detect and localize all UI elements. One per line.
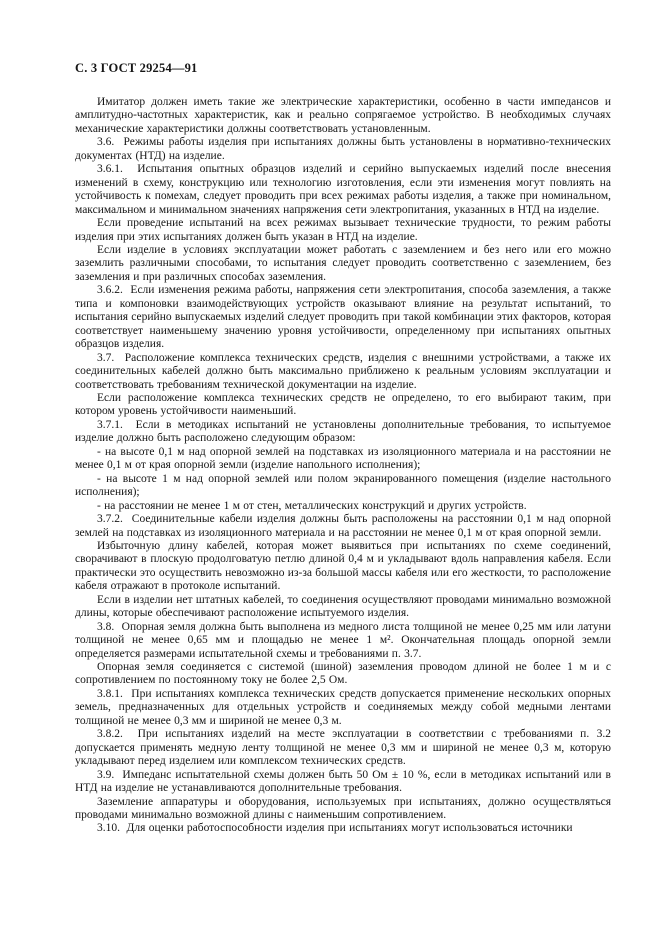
document-paragraph: Если в изделии нет штатных кабелей, то соединения осуществляют проводами минимально возможной длины, которые обеспечивают расположение испытуемого изделия.: [75, 593, 611, 620]
document-paragraph: 3.6. Режимы работы изделия при испытаниях должны быть установлены в нормативно-технических документах (НТД) на изделие.: [75, 136, 611, 162]
document-paragraph: Если изделие в условиях эксплуатации может работать с заземлением и без него или его можно заземлить различными способами, то испытания следует проводить соответственно с заземлением, без заземления и при различных способах заземления.: [75, 243, 611, 283]
document-paragraph: 3.7.1. Если в методиках испытаний не установлены дополнительные требования, то испытуемое изделие должно быть расположено следующим образом:: [75, 418, 611, 445]
document-paragraph: 3.7. Расположение комплекса технических средств, изделия с внешними устройствами, а также их соединительных кабелей должно быть максимально приближено к реальным условиям эксплуатации и соответствовать требованиям технической документации на изделие.: [75, 351, 611, 391]
document-list-item: - на расстоянии не менее 1 м от стен, металлических конструкций и других устройств.: [97, 499, 527, 512]
document-paragraph: Если расположение комплекса технических средств не определено, то его выбирают таким, при котором уровень устойчивости наименьший.: [75, 391, 611, 418]
document-paragraph: Заземление аппаратуры и оборудования, используемых при испытаниях, должно осуществляться проводами минимально возможной длины с наименьшим сопротивлением.: [75, 795, 611, 822]
document-paragraph: 3.8.2. При испытаниях изделий на месте эксплуатации в соответствии с требованиями п. 3.2 допускается применять медную ленту толщиной не менее 0,3 мм и шириной не менее 0,3 м, которую укладывают перед изделием или комплексом технических средств.: [75, 728, 611, 768]
document-paragraph: Имитатор должен иметь такие же электрические характеристики, особенно в части импедансов и амплитудно-частотных характеристик, как и реально сопрягаемое устройство. В необходимых случаях механические характеристики должны соответствовать установленным.: [75, 96, 611, 135]
document-paragraph: 3.9. Импеданс испытательной схемы должен быть 50 Ом ± 10 %, если в методиках испытаний или в НТД на изделие не устанавливаются дополнительные требования.: [75, 768, 611, 795]
document-paragraph: Опорная земля соединяется с системой (шиной) заземления проводом длиной не более 1 м и с сопротивлением по постоянному току не более 2,5 Ом.: [75, 661, 611, 687]
document-paragraph: 3.8.1. При испытаниях комплекса технических средств допускается применение нескольких опорных земель, предназначенных для отдельных устройств и соединяемых между собой медными лентами толщиной не менее 0,3 мм и шириной не менее 0,3 м.: [75, 687, 611, 727]
document-body: [75, 96, 611, 836]
document-list-item: - на высоте 0,1 м над опорной землей на подставках из изоляционного материала и на расстоянии не менее 0,1 м от края опорной земли (изделие напольного исполнения);: [75, 445, 611, 472]
document-paragraph: 3.8. Опорная земля должна быть выполнена из медного листа толщиной не менее 0,25 мм или латуни толщиной не менее 0,65 мм и площадью не менее 1 м². Окончательная площадь опорной земли определяется размерами испытательной схемы и требованиями п. 3.7.: [75, 620, 611, 660]
document-paragraph: Избыточную длину кабелей, которая может выявиться при испытаниях по схеме соединений, сворачивают в плоскую продолговатую петлю длиной 0,4 м и укладывают вдоль направления кабеля. Если практически это осуществить невозможно из-за большой массы кабеля или его жесткости, то расположение кабеля отражают в протоколе испытаний.: [75, 539, 611, 593]
document-paragraph: 3.6.1. Испытания опытных образцов изделий и серийно выпускаемых изделий после внесения изменений в схему, конструкцию или технологию изготовления, если эти изменения могут повлиять на устойчивость к помехам, следует проводить при всех режимах работы изделия, а также при номинальном, максимальном и минимальном значениях напряжения сети электропитания, указанных в НТД на изделие.: [75, 163, 611, 216]
document-list-item: - на высоте 1 м над опорной землей или полом экранированного помещения (изделие настольного исполнения);: [75, 472, 611, 499]
document-paragraph: 3.7.2. Соединительные кабели изделия должны быть расположены на расстоянии 0,1 м над опорной землей на подставках из изоляционного материала и на расстоянии не менее 0,1 м от края опорной земли.: [75, 513, 611, 539]
document-paragraph: 3.6.2. Если изменения режима работы, напряжения сети электропитания, способа заземления, а также типа и компоновки взаимодействующих устройств оказывают влияние на результат испытаний, то испытания серийно выпускаемых изделий следует проводить при такой комбинации этих факторов, которая соответствует наименьшему значению уровня устойчивости, определенному при испытаниях опытных образцов изделия.: [75, 284, 611, 351]
document-paragraph: Если проведение испытаний на всех режимах вызывает технические трудности, то режим работы изделия при этих испытаниях должен быть указан в НТД на изделие.: [75, 217, 611, 243]
page-header: С. 3 ГОСТ 29254—91: [75, 61, 198, 75]
document-paragraph: 3.10. Для оценки работоспособности изделия при испытаниях могут использоваться источники: [97, 822, 573, 835]
